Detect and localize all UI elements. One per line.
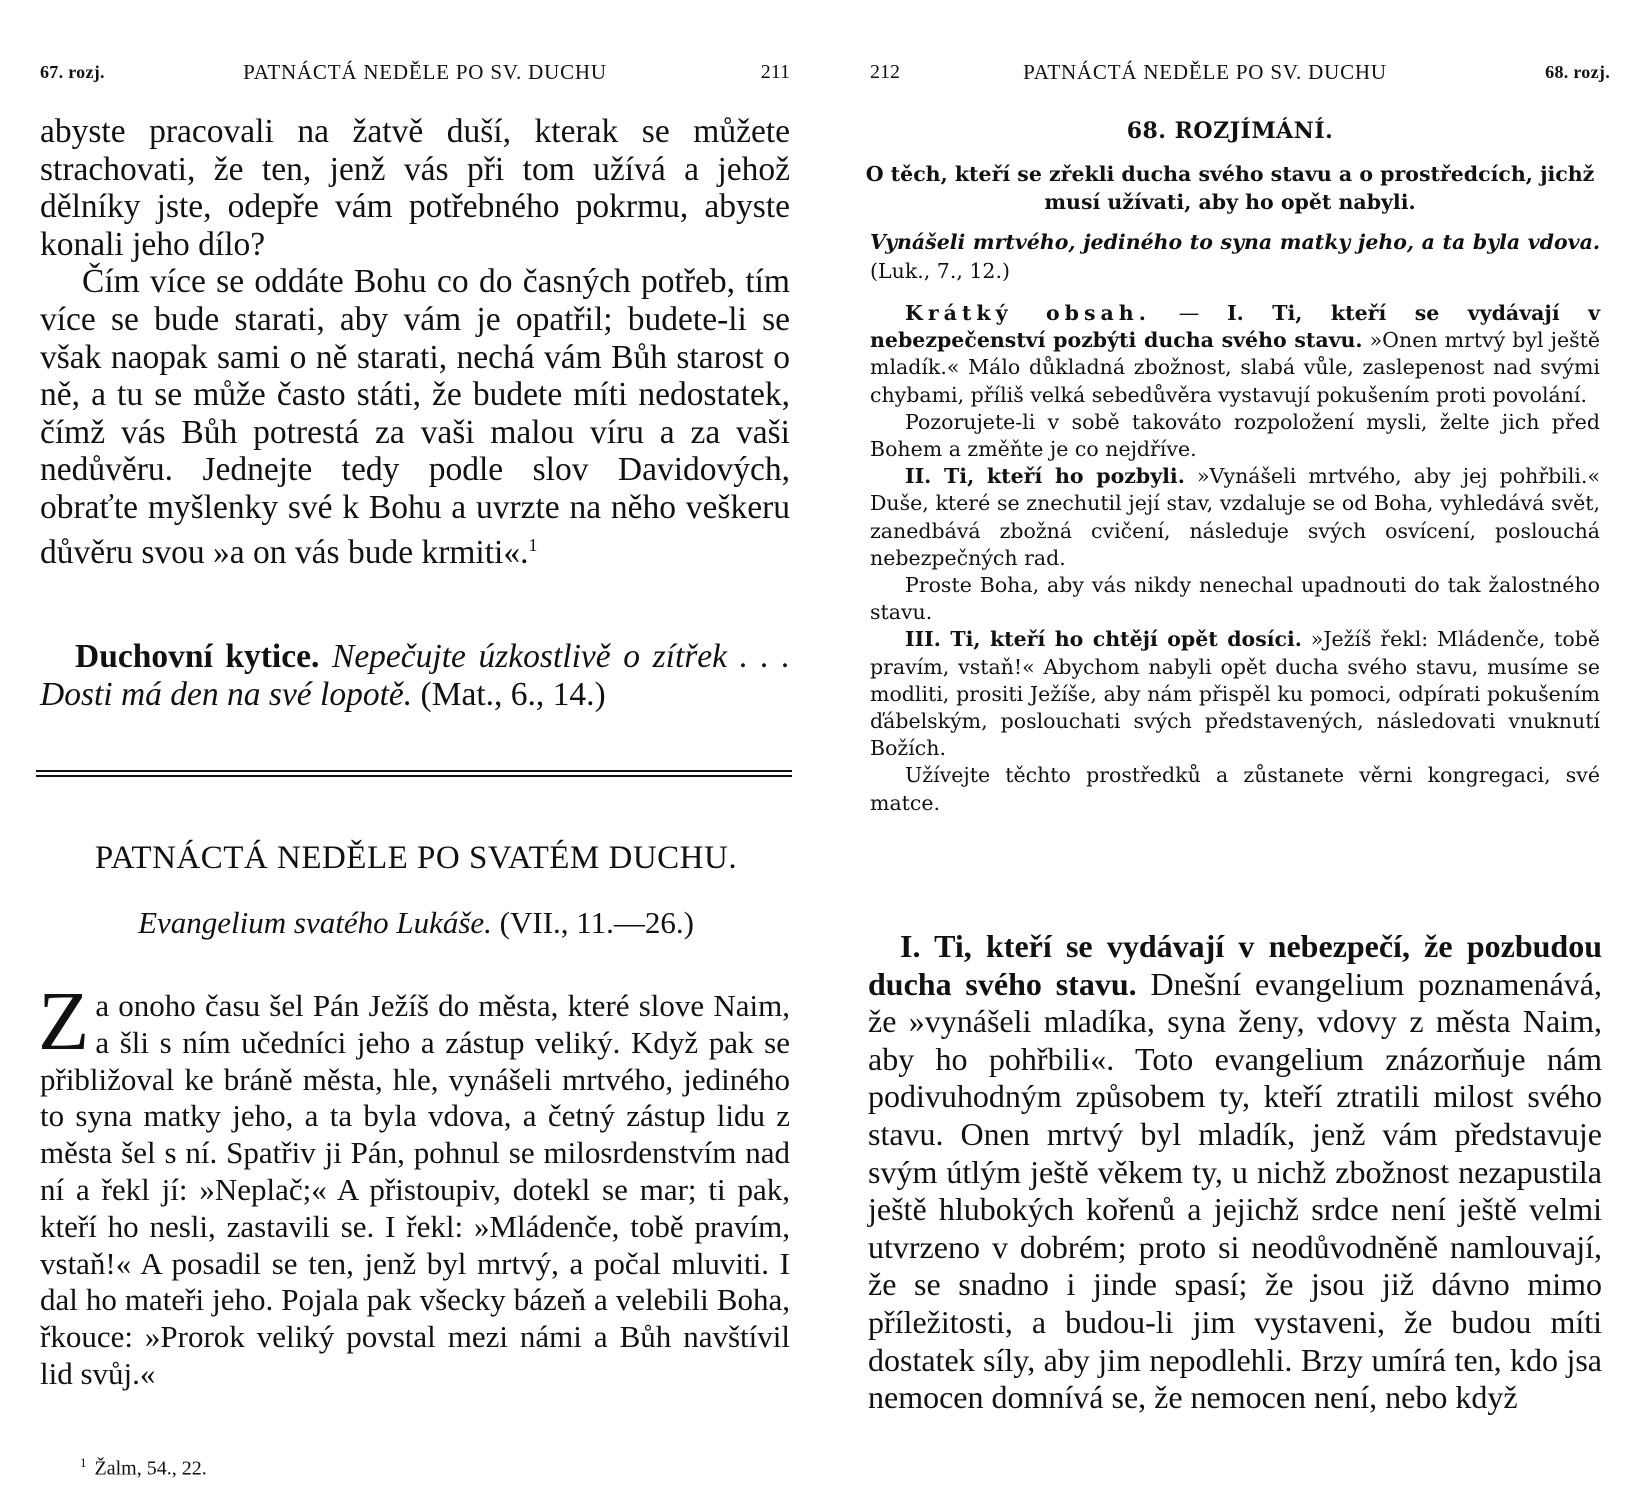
right-page [860, 0, 1650, 1500]
summary-exhortation-2: Proste Boha, aby vás nikdy nenechal upadnouti do tak žalostného stavu. [870, 573, 1600, 625]
point-heading: II. Ti, kteří ho pozbyli. [905, 464, 1185, 489]
summary-exhortation-1: Pozorujete-li v sobě takováto rozpoložení mysli, želte jich před Bohem a změňte je co nejdříve. [870, 409, 1600, 462]
motto [870, 228, 1600, 286]
continued-paragraph: abyste pracovali na žatvě duší, kterak se můžete strachovati, že ten, jenž vás při tom užívá a jehož dělníky jste, odepře vám potřebného pokrmu, abyste konali jeho dílo? [40, 113, 790, 263]
summary-point-2 [870, 463, 1600, 572]
summary-point-1: Krátký obsah. — I. Ti, kteří se vydávají v nebezpečenství pozbýti ducha svého stavu. »Onen mrtvý byl ještě mladík.« Málo důkladná zbožnost, slabá vůle, zaslepenost nad svými chybami, příliš velká sebedůvěra vystavují pokušením proti povolání. [870, 301, 1600, 407]
summary-label: Krátký obsah. [905, 301, 1151, 325]
bouquet-label: Duchovní kytice. [75, 638, 320, 675]
body-text-continued [40, 113, 790, 571]
running-title: PATNÁCTÁ NEDĚLE PO SV. DUCHU [1023, 60, 1387, 84]
point-text: »Vynášeli mrtvého, aby jej pohřbili.« Duše, které se znechutil její stav, vzdaluje se od Boha, vyhledává svět, zanedbává zbožná cvičení, následuje svých osvícení, poslouchá nebezpečných rad. [870, 464, 1600, 570]
meditation-title: 68. ROZJÍMÁNÍ. [1126, 118, 1334, 144]
gospel-title: Evangelium svatého Lukáše. [138, 905, 492, 940]
running-title: PATNÁCTÁ NEDĚLE PO SV. DUCHU [243, 60, 607, 84]
meditation-topic: O těch, kteří se zřekli ducha svého stavu a o prostředcích, jichž musí užívati, aby ho opět nabyli. [865, 162, 1595, 214]
section-divider [36, 770, 792, 778]
left-page [0, 0, 820, 1500]
paragraph: Čím více se oddáte Bohu co do časných potřeb, tím více se bude starati, aby vám je opatřil; budete-li se však naopak sami o ně starati, nechá vám Bůh starost o ně, a tu se může často státi, že budete míti nedostatek, čímž vás Bůh potrestá za vaši malou víru a za vaši nedůvěru. Jednejte tedy podle slov Davidových, obraťte myšlenky své k Bohu a uvrzte na něho veškeru důvěru svou »a on vás bude krmiti«.$^1$ [40, 263, 790, 571]
motto-reference: (Luk., 7., 12.) [870, 259, 1010, 283]
bouquet-reference: (Mat., 6., 14.) [420, 676, 606, 713]
footnote-text: Žalm, 54., 22. [94, 1457, 207, 1480]
page-number: 212 [870, 61, 900, 83]
footnote-number: 1 [80, 1455, 87, 1470]
main-section [868, 928, 1602, 1417]
running-head-left [40, 60, 790, 88]
gospel-heading [36, 905, 796, 941]
bouquet-quote: Nepečujte úzkostlivě o zítřek . . . Dosti má den na své lopotě. [40, 638, 790, 713]
point-heading: I. Ti, kteří se vydávají v nebezpečenství pozbýti ducha svého stavu. [870, 301, 1600, 353]
running-head-right [870, 60, 1610, 88]
main-heading: I. Ti, kteří se vydávají v nebezpečí, že pozbudou ducha svého stavu. [868, 928, 1602, 1002]
motto-quote: Vynášeli mrtvého, jediného to syna matky jeho, a ta byla vdova. [870, 230, 1600, 254]
footnote-marker: 1 [528, 534, 538, 555]
footnote [80, 1455, 207, 1481]
point-text: »Onen mrtvý byl ještě mladík.« Málo důkladná zbožnost, slabá vůle, zaslepenost nad svými chybami, příliš velká sebedůvěra vystavují pokušením proti povolání. [870, 328, 1600, 407]
summary [870, 300, 1600, 817]
point-text: »Ježíš řekl: Mládenče, tobě pravím, vstaň!« Abychom nabyli opět ducha svého stavu, musíme se modliti, prositi Ježíše, aby nám přispěl ku pomoci, odpírati pokušením ďábelským, poslouchati svých představených, následovati vnuknutí Božích. [870, 627, 1601, 761]
drop-cap: Z [38, 975, 90, 1068]
chapter-label: 67. rozj. [40, 62, 105, 82]
main-text: Dnešní evangelium poznamenává, že »vynášeli mladíka, syna ženy, vdovy z města Naim, aby ho pohřbili«. Toto evangelium znázorňuje nám podivuhodným způsobem ty, kteří ztratili milost svého stavu. Onen mrtvý byl mladík, jenž vám představuje svým útlým ještě věkem ty, u nichž zbožnost nezapustila ještě hlubokých kořenů a jejichž srdce není ještě velmi utvrzeno v dobrém; proto si neodůvodněně namlouvají, že se snadno i jinde spasí; že jsou již dávno mimo příležitosti, a budou-li jim vystaveni, že budou míti dostatek síly, aby jim nepodlehli. Brzy umírá ten, kdo jsa nemocen domnívá se, že nemocen není, nebo když [868, 965, 1603, 1416]
summary-point-3 [870, 626, 1600, 762]
chapter-label: 68. rozj. [1545, 62, 1610, 82]
gospel-body: a onoho času šel Pán Ježíš do města, které slove Naim, a šli s ním učedníci jeho a zástup veliký. Když pak se přibližoval ke bráně města, hle, vynášeli mrtvého, jediného to syna matky jeho, a ta byla vdova, a četný zástup lidu z města šel s ní. Spatřiv ji Pán, pohnul se milosrdenstvím nad ní a řekl jí: »Neplač;« A přistoupiv, dotekl se mar; ti pak, kteří ho nesli, zastavili se. I řekl: »Mládenče, tobě pravím, vstaň!« A posadil se ten, jenž byl mrtvý, a počal mluviti. I dal ho mateři jeho. Pojala pak všecky bázeň a velebili Boha, řkouce: »Prorok veliký povstal mezi námi a Bůh navštívil lid svůj.« [40, 988, 790, 1391]
page-number: 211 [760, 61, 790, 83]
spiritual-bouquet [40, 638, 790, 714]
section-title: PATNÁCTÁ NEDĚLE PO SVATÉM DUCHU. [94, 840, 738, 876]
point-heading: III. Ti, kteří ho chtějí opět dosíci. [905, 627, 1302, 652]
summary-exhortation-3: Užívejte těchto prostředků a zůstanete věrni kongregaci, své matce. [870, 763, 1600, 815]
gospel-reference: (VII., 11.—26.) [499, 905, 694, 940]
gospel-text [38, 975, 790, 1393]
